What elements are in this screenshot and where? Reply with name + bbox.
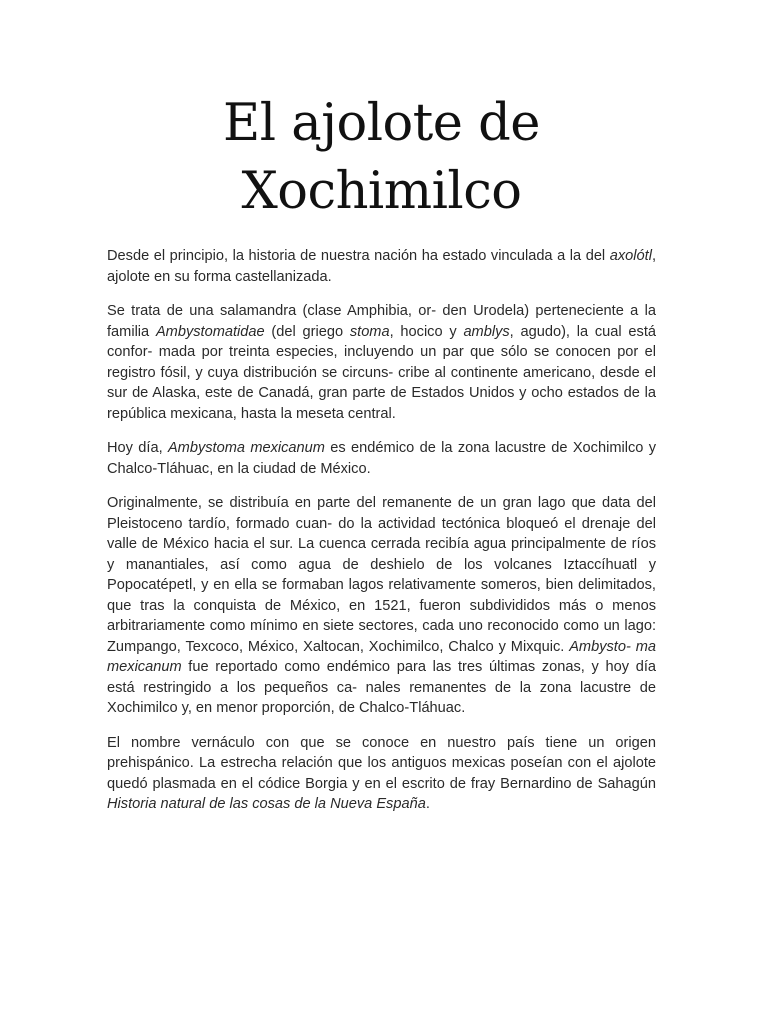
italic-text-run: Ambystomatidae	[155, 323, 265, 340]
text-run: es endémico de la zona lacustre de Xochimilco y Chalco-Tláhuac, en la ciudad de México.	[107, 440, 657, 477]
paragraph	[107, 246, 656, 287]
text-run: , ajolote en su forma castellanizada.	[107, 248, 656, 285]
text-run: .	[425, 796, 430, 812]
text-run: (del griego	[264, 323, 350, 340]
italic-text-run: axolótl	[609, 248, 652, 264]
italic-text-run: stoma	[349, 323, 390, 340]
paragraph	[107, 438, 656, 479]
paragraph	[107, 733, 656, 815]
text-run: , agudo), la cual está confor- mada por treinta especies, incluyendo un par que sólo se conocen por el registro fósil, y cuya distribución se circuns- cribe al continente americano, desde el sur de Alaska, este de Canadá, gran parte de Estados Unidos y ocho estados de la república mexicana, hasta la meseta central.	[107, 323, 656, 422]
italic-text-run: amblys	[463, 323, 510, 340]
text-run: Originalmente, se distribuía en parte del remanente de un gran lago que data del Pleistoceno tardío, formado cuan- do la actividad tectónica bloqueó el drenaje del valle de México hacia el sur. La cuenca cerrada recibía agua principalmente de ríos y manantiales, así como agua de deshielo de los volcanes Iztaccíhuatl y Popocatépetl, y en ella se formaban lagos relativamente someros, bien delimitados, que tras la conquista de México, en 1521, fueron subdivididos más o menos arbitrariamente como mínimo en siete sectores, cada uno reconocido como un lago: Zumpango, Texcoco, México, Xaltocan, Xochimilco, Chalco y Mixquic.	[107, 495, 656, 655]
italic-text-run: Ambysto- ma mexicanum	[107, 638, 656, 675]
document-page	[107, 90, 656, 829]
paragraph	[107, 301, 656, 424]
title-line-2: Xochimilco	[241, 162, 522, 221]
italic-text-run: Historia natural de las cosas de la Nueva España	[107, 796, 426, 812]
document-title	[107, 90, 656, 226]
title-line-1: El ajolote de	[223, 94, 540, 153]
italic-text-run: Ambystoma mexicanum	[167, 440, 325, 456]
paragraph	[107, 493, 656, 719]
text-run: Se trata de una salamandra (clase Amphibia, or- den Urodela) perteneciente a la familia	[107, 303, 656, 340]
text-run: El nombre vernáculo con que se conoce en nuestro país tiene un origen prehispánico. La estrecha relación que los antiguos mexicas poseían con el ajolote quedó plasmada en el códice Borgia y en el escrito de fray Bernardino de Sahagún	[107, 734, 656, 792]
text-run: Desde el principio, la historia de nuestra nación ha estado vinculada a la del	[107, 248, 610, 264]
text-run: Hoy día,	[107, 440, 168, 456]
document-body	[107, 246, 656, 815]
text-run: fue reportado como endémico para las tres últimas zonas, y hoy día está restringido a los pequeños ca- nales remanentes de la zona lacustre de Xochimilco y, en menor proporción, de Chalco-Tláhuac.	[107, 659, 656, 716]
text-run: , hocico y	[389, 323, 464, 340]
